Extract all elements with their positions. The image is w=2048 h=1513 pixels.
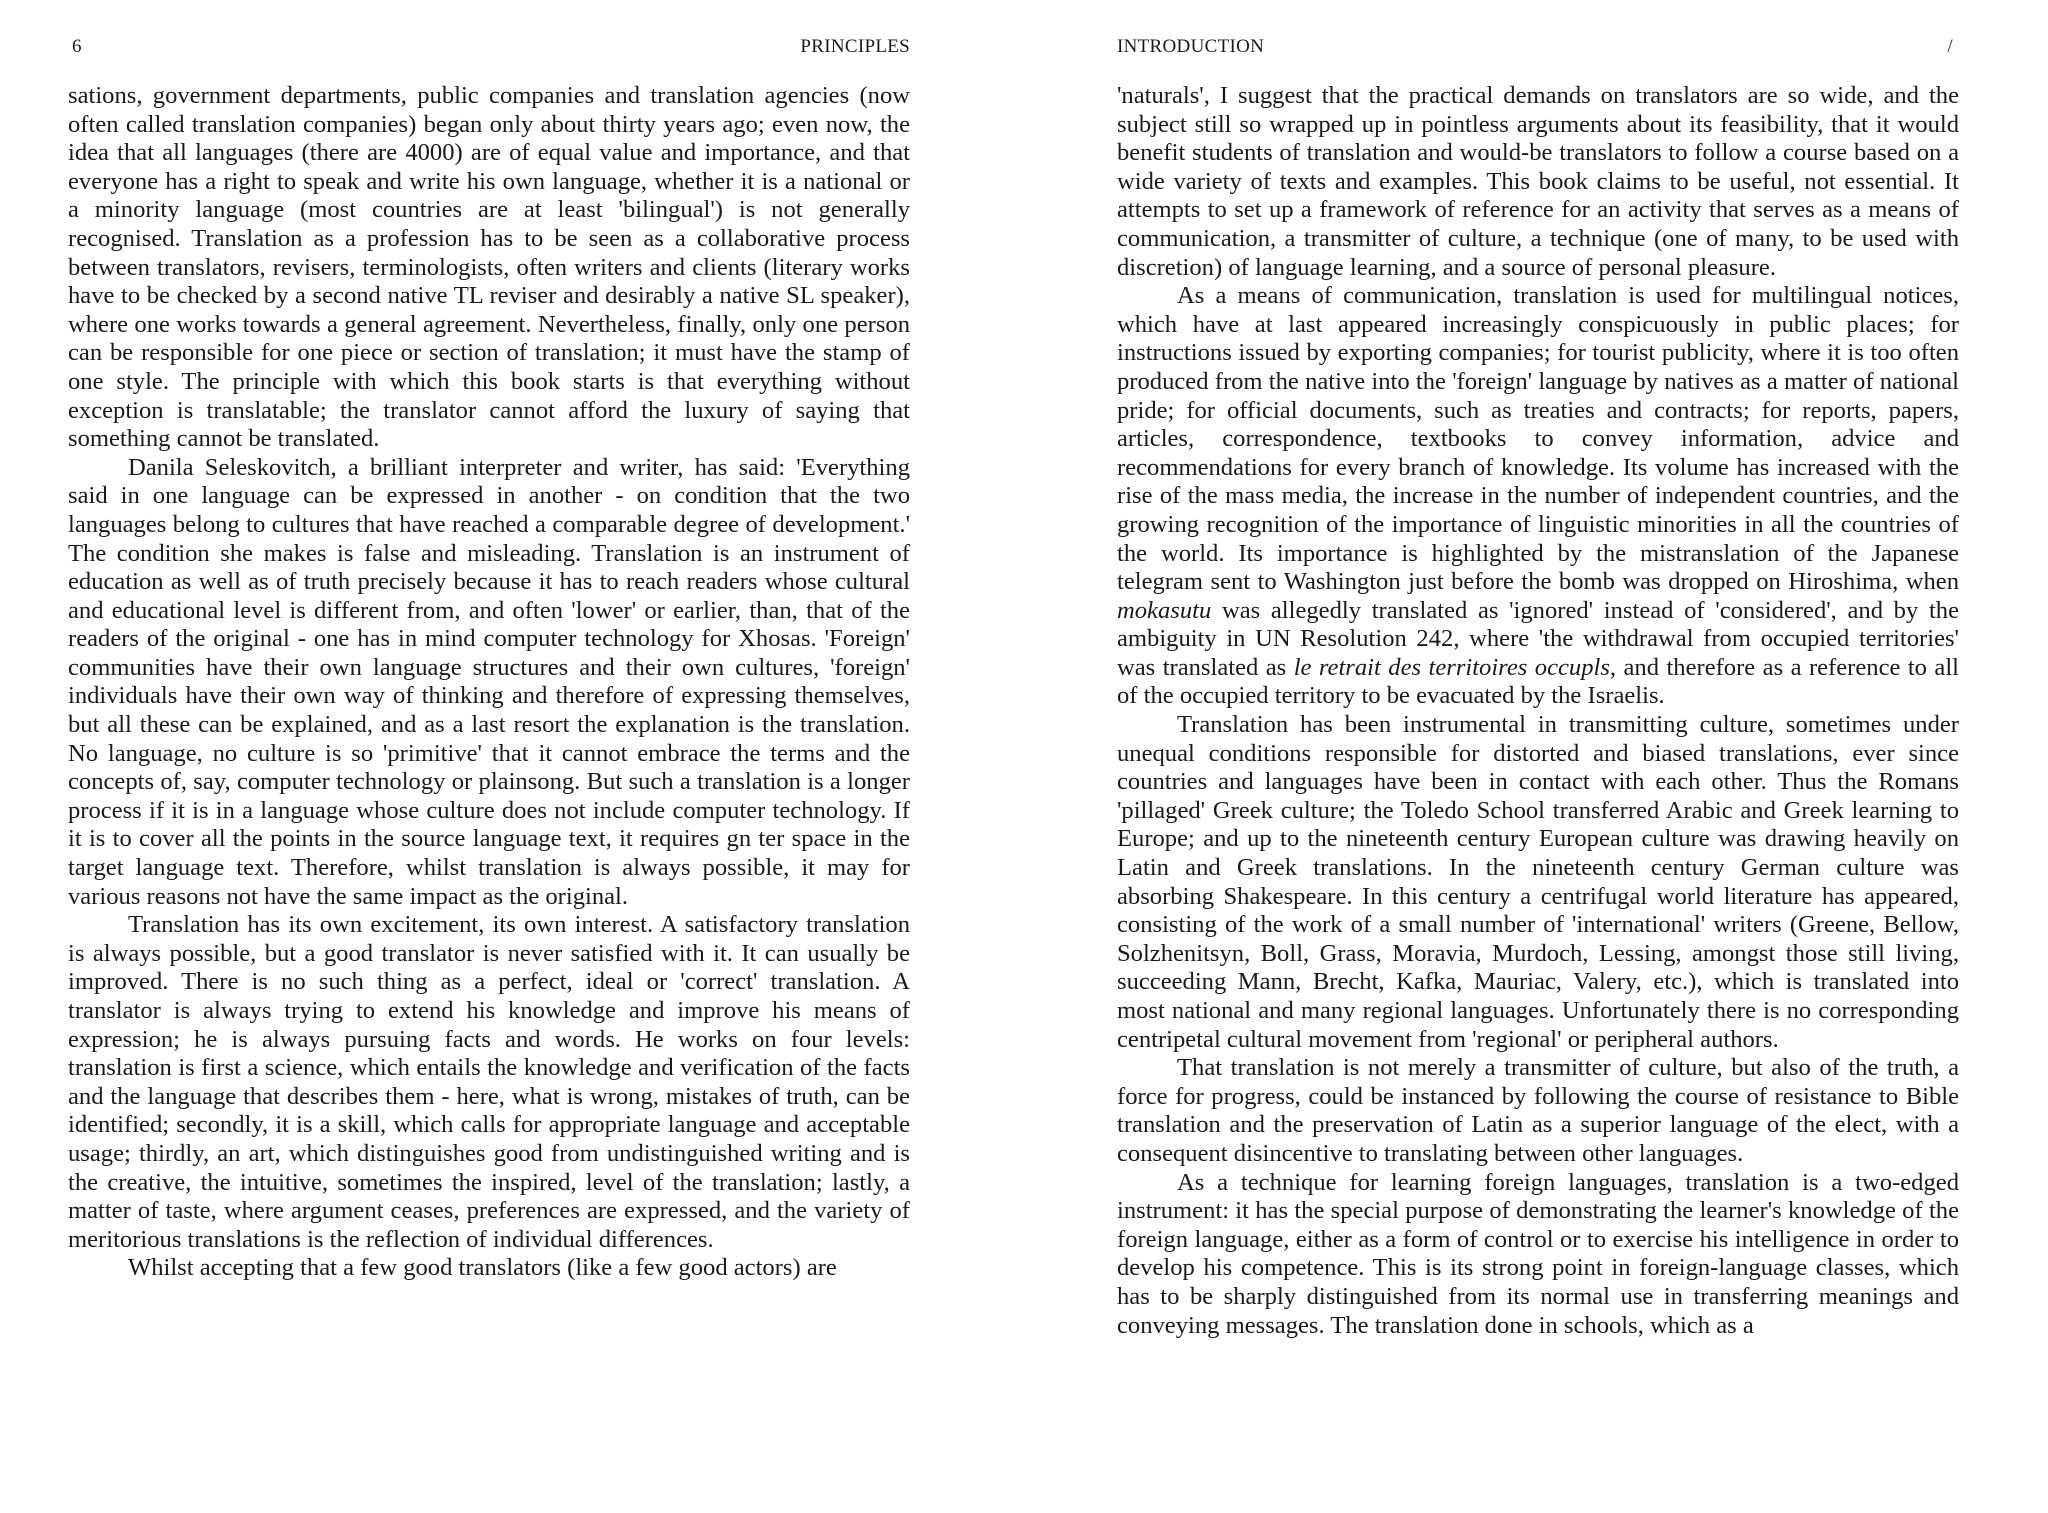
left-page [68, 0, 910, 1513]
right-running-head [1117, 36, 1959, 62]
right-paragraph: 'naturals', I suggest that the practical demands on translators are so wide, and the subject still so wrapped up in pointless arguments about its feasibility, that it would benefit students of translation and would-be translators to follow a course based on a wide variety of texts and examples. This book claims to be useful, not essential. It attempts to set up a framework of reference for an activity that serves as a means of communication, a transmitter of culture, a technique (one of many, to be used with discretion) of language learning, and a source of personal pleasure. [1117, 82, 1959, 281]
text-run: and therefore as a reference to all of the occupied territory to be evacuated by the Israelis. [1117, 653, 1960, 710]
left-paragraph: Danila Seleskovitch, a brilliant interpreter and writer, has said: 'Everything said in one language can be expressed in another - on condition that the two languages belong to cultures that have reached a comparable degree of development.' The condition she makes is false and misleading. Translation is an instrument of education as well as of truth precisely because it has to reach readers whose cultural and educational level is different from, and often 'lower' or earlier, than, that of the readers of the original - one has in mind computer technology for Xhosas. 'Foreign' communities have their own language structures and their own cultures, 'foreign' individuals have their own way of thinking and therefore of expressing themselves, but all these can be explained, and as a last resort the explanation is the translation. No language, no culture is so 'primitive' that it cannot embrace the terms and the concepts of, say, computer technology or plainsong. But such a translation is a longer process if it is in a language whose culture does not include computer technology. If it is to cover all the points in the source language text, it requires gn ter space in the target language text. Therefore, whilst translation is always possible, it may for various reasons not have the same impact as the original. [68, 453, 910, 910]
italic-term: mokasutu [1117, 596, 1212, 624]
right-paragraph: As a technique for learning foreign languages, translation is a two-edged instrument: it has the special purpose of demonstrating the learner's knowledge of the foreign language, either as a form of control or to exercise his intelligence in order to develop his competence. This is its strong point in foreign-language classes, which has to be sharply distinguished from its normal use in transferring meanings and conveying messages. The translation done in schools, which as a [1117, 1168, 1959, 1339]
right-running-title: INTRODUCTION [1117, 36, 1265, 57]
right-paragraph: That translation is not merely a transmitter of culture, but also of the truth, a force for progress, could be instanced by following the course of resistance to Bible translation and the preservation of Latin as a superior language of the elect, with a consequent disincentive to translating between other languages. [1117, 1054, 1959, 1167]
right-paragraph [1117, 282, 1959, 711]
right-text-block [1117, 82, 1959, 1340]
left-running-head [68, 36, 910, 62]
text-run: As a means of communication, translation is used for multilingual notices, which have at last appeared increasingly conspicuously in public places; for instructions issued by exporting companies; for tourist publicity, where it is too often produced from the native into the 'foreign' language by natives as a matter of national pride; for official documents, such as treaties and contracts; for reports, papers, articles, correspondence, textbooks to convey information, advice and recommendations for every branch of knowledge. Its volume has increased with the rise of the mass media, the increase in the number of independent countries, and the growing recognition of the importance of linguistic minorities in all the countries of the world. Its importance is highlighted by the mistranslation of the Japanese telegram sent to Washington just before the bomb was dropped on Hiroshima, when [1117, 282, 1959, 596]
text-run: was allegedly translated as 'ignored' instead of 'considered', and by the ambiguity in UN Resolution 242, where 'the withdrawal from occupied territories' was translated as [1117, 596, 1959, 681]
italic-term: le retrait des territoires occupls, [1293, 653, 1617, 681]
left-page-number: 6 [72, 36, 82, 57]
left-paragraph: Whilst accepting that a few good translators (like a few good actors) are [128, 1254, 837, 1282]
right-page-number: / [1947, 36, 1953, 57]
right-paragraph: Translation has been instrumental in transmitting culture, sometimes under unequal conditions responsible for distorted and biased translations, ever since countries and languages have been in contact with each other. Thus the Romans 'pillaged' Greek culture; the Toledo School transferred Arabic and Greek learning to Europe; and up to the nineteenth century European culture was drawing heavily on Latin and Greek translations. In the nineteenth century German culture was absorbing Shakespeare. In this century a centrifugal world literature has appeared, consisting of the work of a small number of 'international' writers (Greene, Bellow, Solzhenitsyn, Boll, Grass, Moravia, Murdoch, Lessing, amongst those still living, succeeding Mann, Brecht, Kafka, Mauriac, Valery, etc.), which is translated into most national and many regional languages. Unfortunately there is no corresponding centripetal cultural movement from 'regional' or peripheral authors. [1117, 711, 1959, 1053]
left-text-block [68, 82, 910, 1283]
right-page [1117, 0, 1959, 1513]
left-running-title: PRINCIPLES [800, 36, 910, 57]
left-paragraph: sations, government departments, public companies and translation agencies (now often called translation companies) began only about thirty years ago; even now, the idea that all languages (there are 4000) are of equal value and importance, and that everyone has a right to speak and write his own language, whether it is a national or a minority language (most countries are at least 'bilingual') is not generally recognised. Translation as a profession has to be seen as a collaborative process between translators, revisers, terminologists, often writers and clients (literary works have to be checked by a second native TL reviser and desirably a native SL speaker), where one works towards a general agreement. Nevertheless, finally, only one person can be responsible for one piece or section of translation; it must have the stamp of one style. The principle with which this book starts is that everything without exception is translatable; the translator cannot afford the luxury of saying that something cannot be translated. [68, 82, 910, 453]
left-paragraph: Translation has its own excitement, its own interest. A satisfactory translation is always possible, but a good translator is never satisfied with it. It can usually be improved. There is no such thing as a perfect, ideal or 'correct' translation. A translator is always trying to extend his knowledge and improve his means of expression; he is always pursuing facts and words. He works on four levels: translation is first a science, which entails the knowledge and verification of the facts and the language that describes them - here, what is wrong, mistakes of truth, can be identified; secondly, it is a skill, which calls for appropriate language and acceptable usage; thirdly, an art, which distinguishes good from undistinguished writing and is the creative, the intuitive, sometimes the inspired, level of the translation; lastly, a matter of taste, where argument ceases, preferences are expressed, and the variety of meritorious translations is the reflection of individual differences. [68, 911, 910, 1253]
